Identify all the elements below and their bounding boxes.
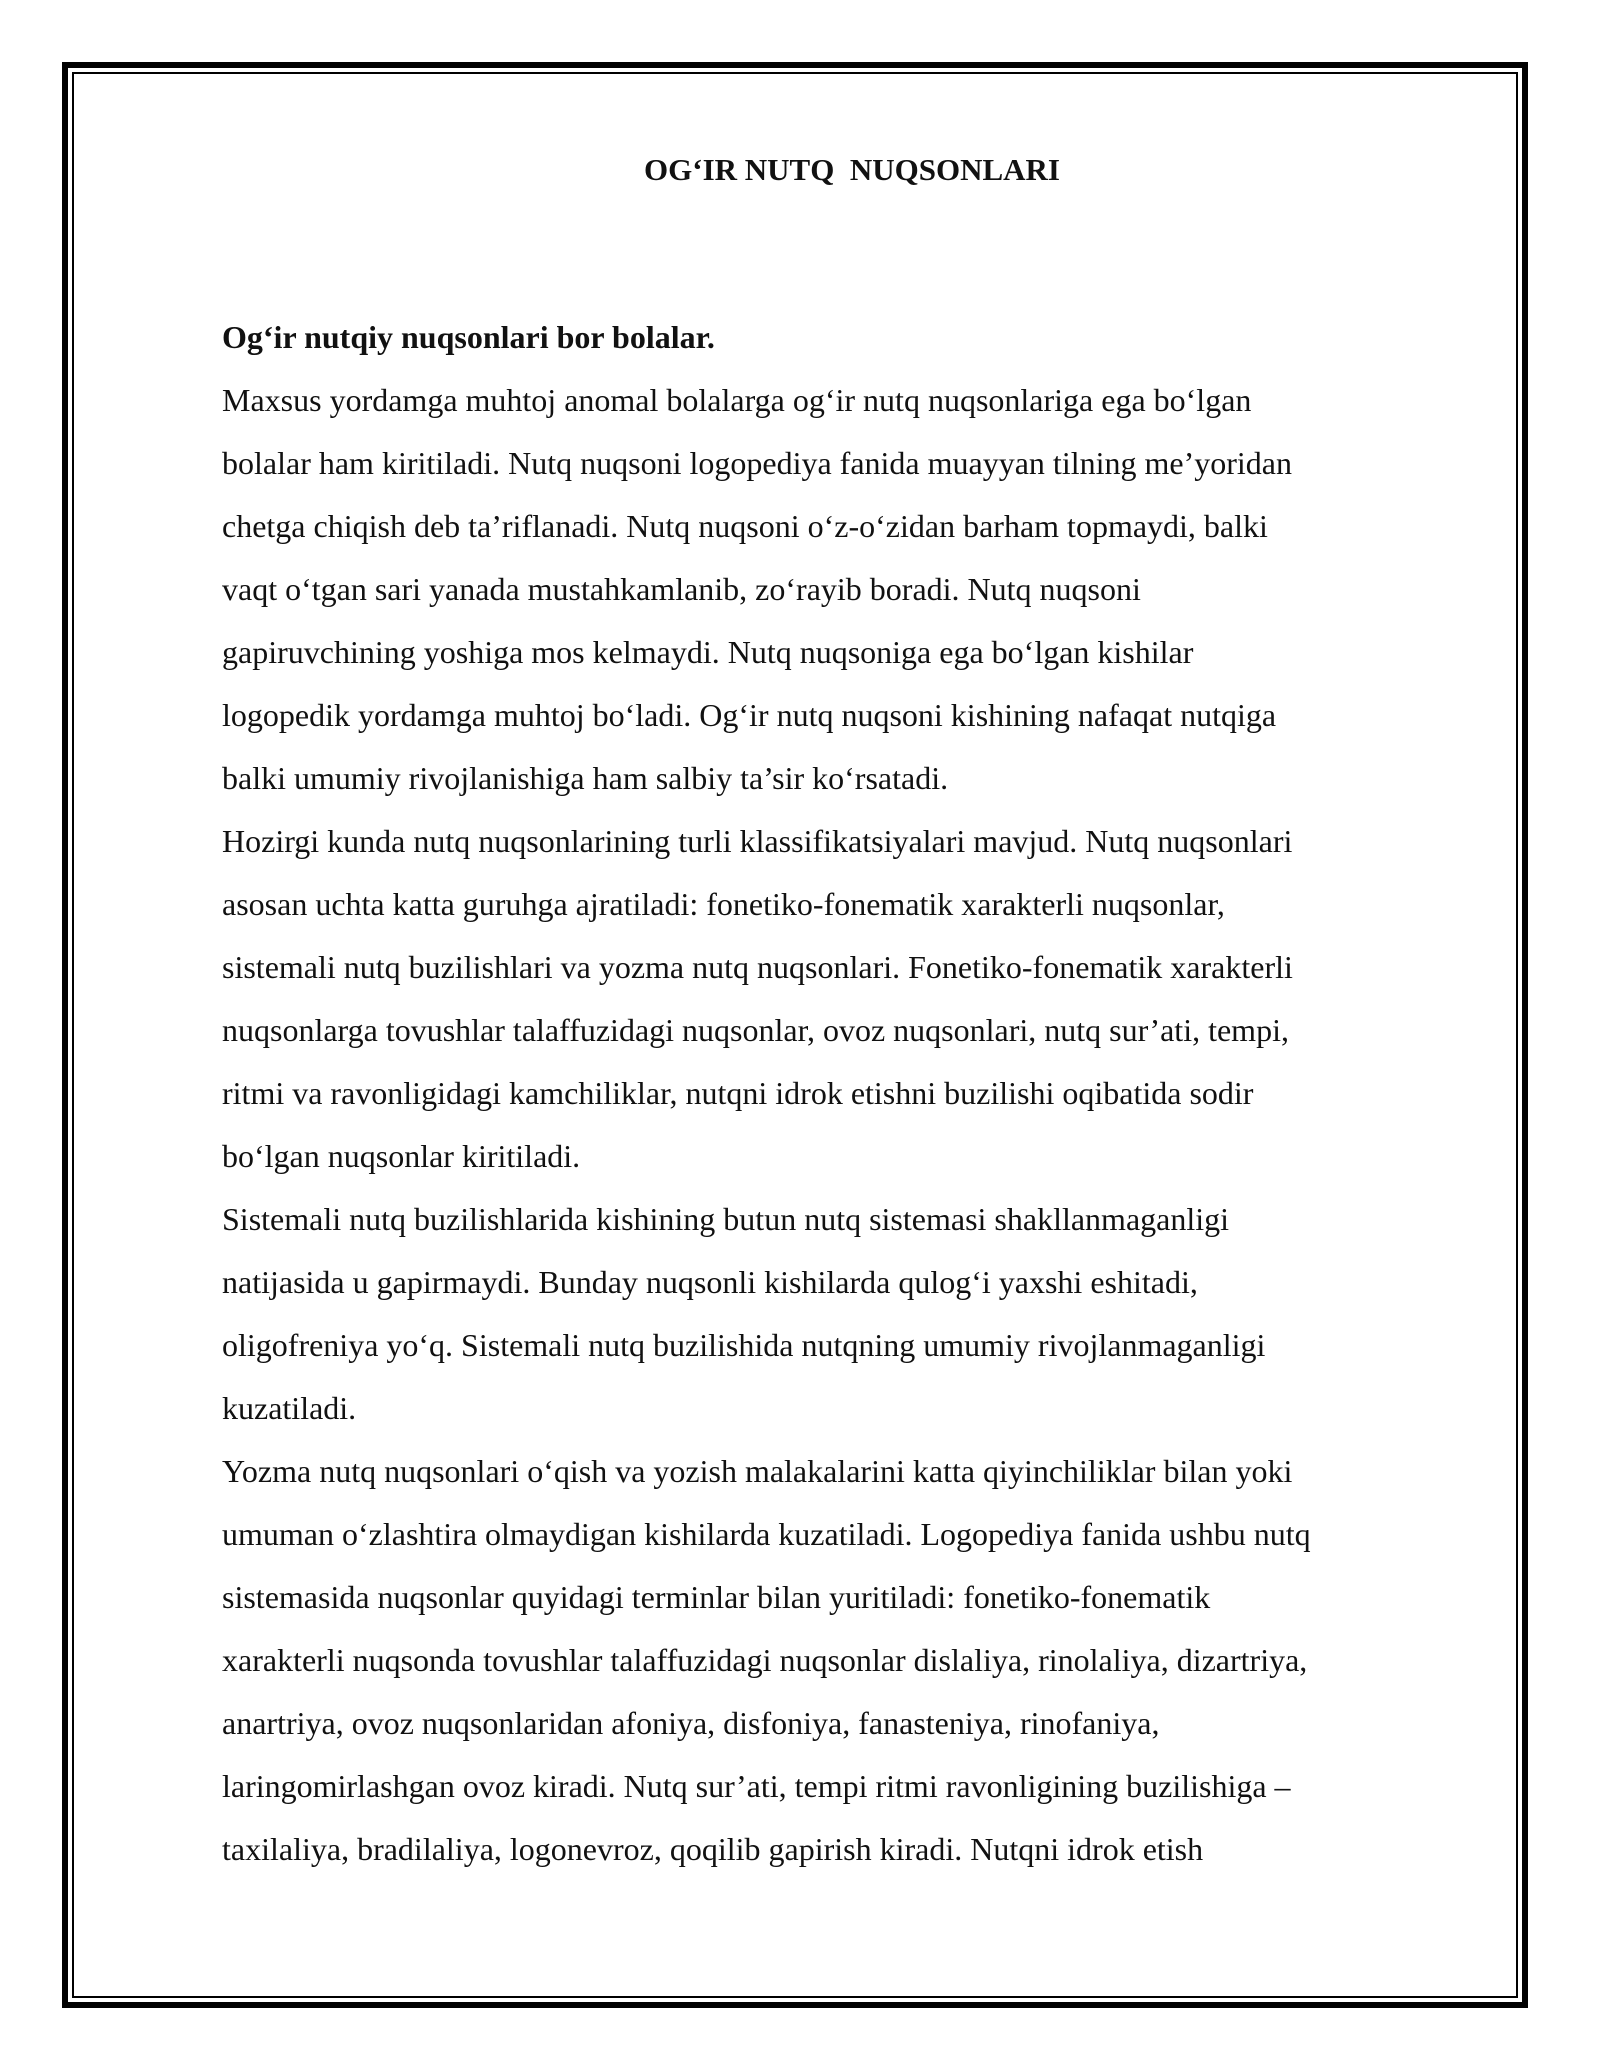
text-line: chetga chiqish deb ta’riflanadi. Nutq nuqsoni o‘z-o‘zidan barham topmaydi, balki [222, 508, 1268, 544]
text-line: laringomirlashgan ovoz kiradi. Nutq sur’ati, tempi ritmi ravonligining buzilishiga – [222, 1768, 1291, 1804]
section-heading: Og‘ir nutqiy nuqsonlari bor bolalar. [222, 319, 715, 355]
paragraph-written-speech [222, 1440, 1482, 1881]
text-line: Maxsus yordamga muhtoj anomal bolalarga og‘ir nutq nuqsonlariga ega bo‘lgan [222, 382, 1252, 418]
text-line: xarakterli nuqsonda tovushlar talaffuzidagi nuqsonlar dislaliya, rinolaliya, dizartriya, [222, 1642, 1308, 1678]
text-line: balki umumiy rivojlanishiga ham salbiy ta’sir ko‘rsatadi. [222, 760, 949, 796]
text-line: bolalar ham kiritiladi. Nutq nuqsoni logopediya fanida muayyan tilning me’yoridan [222, 445, 1292, 481]
text-line: asosan uchta katta guruhga ajratiladi: fonetiko-fonematik xarakterli nuqsonlar, [222, 886, 1225, 922]
paragraph-classification [222, 810, 1482, 1188]
paragraph-intro [222, 369, 1482, 810]
text-line: taxilaliya, bradilaliya, logonevroz, qoqilib gapirish kiradi. Nutqni idrok etish [222, 1831, 1204, 1867]
paragraph-systemic [222, 1188, 1482, 1440]
text-line: natijasida u gapirmaydi. Bunday nuqsonli kishilarda qulog‘i yaxshi eshitadi, [222, 1264, 1198, 1300]
text-line: sistemali nutq buzilishlari va yozma nutq nuqsonlari. Fonetiko-fonematik xarakterli [222, 949, 1293, 985]
document-title: OG‘IR NUTQ NUQSONLARI [644, 152, 1060, 187]
text-line: anartriya, ovoz nuqsonlaridan afoniya, disfoniya, fanasteniya, rinofaniya, [222, 1705, 1160, 1741]
text-line: bo‘lgan nuqsonlar kiritiladi. [222, 1138, 581, 1174]
text-line: oligofreniya yo‘q. Sistemali nutq buzilishida nutqning umumiy rivojlanmaganligi [222, 1327, 1266, 1363]
text-line: gapiruvchining yoshiga mos kelmaydi. Nutq nuqsoniga ega bo‘lgan kishilar [222, 634, 1194, 670]
text-line: kuzatiladi. [222, 1390, 357, 1426]
text-line: Yozma nutq nuqsonlari o‘qish va yozish malakalarini katta qiyinchiliklar bilan yoki [222, 1453, 1293, 1489]
text-line: sistemasida nuqsonlar quyidagi terminlar bilan yuritiladi: fonetiko-fonematik [222, 1579, 1211, 1615]
text-line: Sistemali nutq buzilishlarida kishining butun nutq sistemasi shakllanmaganligi [222, 1201, 1230, 1237]
text-line: ritmi va ravonligidagi kamchiliklar, nutqni idrok etishni buzilishi oqibatida sodir [222, 1075, 1254, 1111]
text-line: nuqsonlarga tovushlar talaffuzidagi nuqsonlar, ovoz nuqsonlari, nutq sur’ati, tempi, [222, 1012, 1289, 1048]
text-line: Hozirgi kunda nutq nuqsonlarining turli klassifikatsiyalari mavjud. Nutq nuqsonlari [222, 823, 1293, 859]
text-line: vaqt o‘tgan sari yanada mustahkamlanib, zo‘rayib boradi. Nutq nuqsoni [222, 571, 1141, 607]
text-line: logopedik yordamga muhtoj bo‘ladi. Og‘ir nutq nuqsoni kishining nafaqat nutqiga [222, 697, 1277, 733]
page-content [222, 140, 1482, 1881]
text-line: umuman o‘zlashtira olmaydigan kishilarda kuzatiladi. Logopediya fanida ushbu nutq [222, 1516, 1311, 1552]
